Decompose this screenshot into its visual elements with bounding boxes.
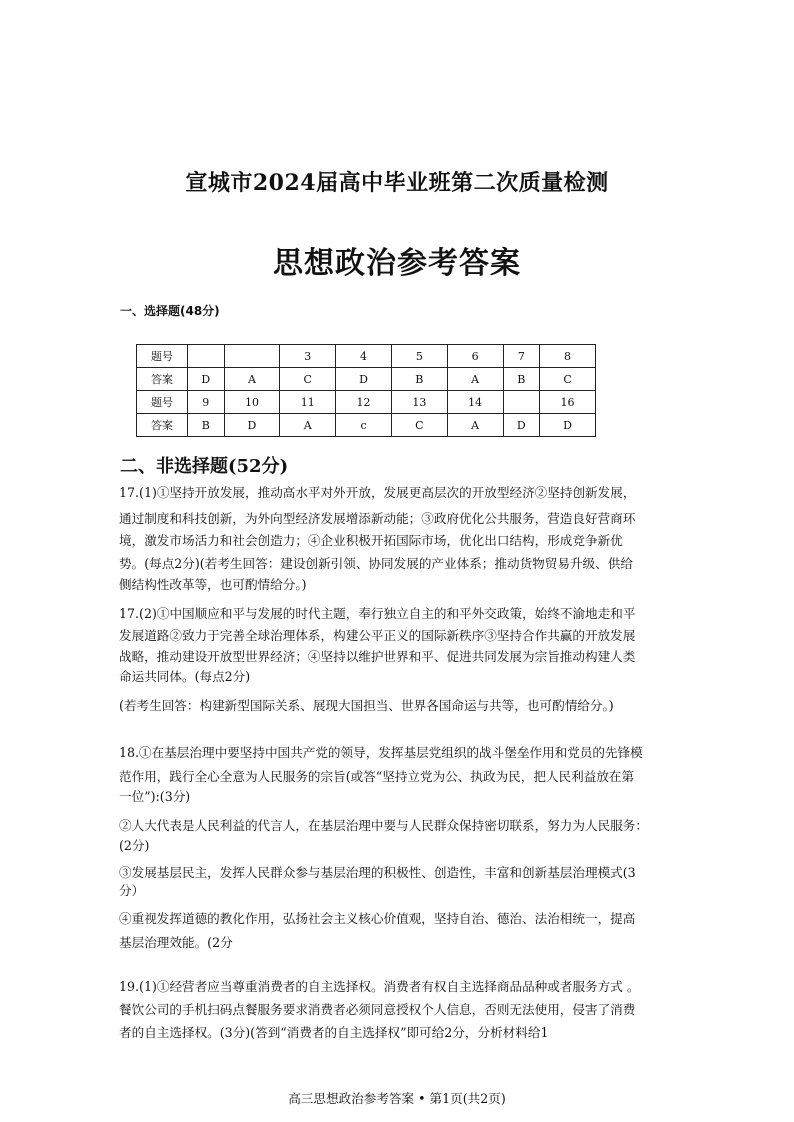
section-heading-choice: 一、选择题(48分)	[120, 304, 220, 318]
table-cell: 7	[503, 345, 540, 368]
table-cell	[503, 391, 540, 414]
table-cell: 答案	[137, 368, 188, 391]
table-cell: A	[280, 414, 336, 437]
table-cell: D	[224, 414, 280, 437]
answer-line: 发展道路②致力于完善全球治理体系，构建公平正义的国际新秩序③坚持合作共赢的开放发展	[119, 628, 636, 643]
table-cell: C	[280, 368, 336, 391]
answer-line: 境，激发市场活力和社会创造力；④企业积极开拓国际市场，优化出口结构，形成竞争新优	[119, 533, 623, 548]
table-cell: 14	[447, 391, 503, 414]
answer-line: (若考生回答：构建新型国际关系、展现大国担当、世界各国命运与共等，也可酌情给分。)	[119, 698, 614, 713]
table-row	[137, 345, 596, 368]
answer-line: 餐饮公司的手机扫码点餐服务要求消费者必须同意授权个人信息，否则无法使用，侵害了消费	[119, 1002, 636, 1017]
answer-line: (2分)	[119, 838, 150, 853]
table-cell: 10	[224, 391, 280, 414]
table-row	[137, 414, 596, 437]
answer-line: 通过制度和科技创新，为外向型经济发展增添新动能；③政府优化公共服务，营造良好营商环	[119, 511, 636, 526]
answer-line: 18.①在基层治理中要坚持中国共产党的领导，发挥基层党组织的战斗堡垒作用和党员的先锋模	[119, 745, 643, 760]
table-cell: D	[336, 368, 392, 391]
table-cell: 题号	[137, 345, 188, 368]
table-cell: 5	[391, 345, 447, 368]
table-row	[137, 368, 596, 391]
answer-line: 基层治理效能。(2分	[119, 935, 233, 950]
answer-line: 19.(1)①经营者应当尊重消费者的自主选择权。消费者有权自主选择商品品种或者服务方式 。	[119, 979, 640, 994]
table-cell: 3	[280, 345, 336, 368]
table-cell: 16	[540, 391, 596, 414]
answer-line: 分）	[119, 883, 145, 898]
answer-line: ②人大代表是人民利益的代言人，在基层治理中要与人民群众保持密切联系，努力为人民服务：	[119, 818, 648, 833]
table-cell: c	[336, 414, 392, 437]
table-cell: 13	[391, 391, 447, 414]
answer-line: 17.(1)①坚持开放发展，推动高水平对外开放，发展更高层次的开放型经济②坚持创新发展，	[119, 485, 636, 500]
table-cell: C	[391, 414, 447, 437]
table-cell: 6	[447, 345, 503, 368]
document-title: 宣城市2024届高中毕业班第二次质量检测	[185, 170, 609, 196]
answer-line: 侧结构性改革等，也可酌情给分。)	[119, 577, 307, 592]
table-cell: A	[447, 414, 503, 437]
answer-line: 者的自主选择权。(3分)(答到“消费者的自主选择权”即可给2分，分析材料给1	[119, 1025, 549, 1040]
table-cell: A	[224, 368, 280, 391]
table-cell: 9	[188, 391, 225, 414]
table-cell	[188, 345, 225, 368]
table-cell: 答案	[137, 414, 188, 437]
table-cell: D	[540, 414, 596, 437]
answer-line: 战略，推动建设开放型世界经济；④坚持以维护世界和平、促进共同发展为宗旨推动构建人类	[119, 649, 636, 664]
answer-line: 势。(每点2分)(若考生回答：建设创新引领、协同发展的产业体系；推动货物贸易升级、供给	[119, 556, 633, 571]
table-cell: B	[503, 368, 540, 391]
answer-table	[136, 344, 596, 437]
table-cell: C	[540, 368, 596, 391]
table-cell: D	[188, 368, 225, 391]
table-cell	[224, 345, 280, 368]
answer-line: 范作用，践行全心全意为人民服务的宗旨(或答“坚持立党为公、执政为民，把人民利益放在第	[119, 769, 635, 784]
table-cell: B	[391, 368, 447, 391]
answer-line: 一位”):(3分)	[119, 789, 191, 804]
answer-line: 17.(2)①中国顺应和平与发展的时代主题，奉行独立自主的和平外交政策，始终不渝地走和平	[119, 606, 636, 621]
table-cell: 12	[336, 391, 392, 414]
page-footer: 高三思想政治参考答案 • 第1页(共2页)	[288, 1091, 506, 1106]
table-cell: A	[447, 368, 503, 391]
table-cell: 题号	[137, 391, 188, 414]
table-cell: B	[188, 414, 225, 437]
table-row	[137, 391, 596, 414]
table-cell: D	[503, 414, 540, 437]
answer-line: ④重视发挥道德的教化作用，弘扬社会主义核心价值观，坚持自治、德治、法治相统一，提高	[119, 911, 636, 926]
document-subtitle: 思想政治参考答案	[273, 246, 521, 281]
table-cell: 11	[280, 391, 336, 414]
table-cell: 4	[336, 345, 392, 368]
table-cell: 8	[540, 345, 596, 368]
answer-line: ③发展基层民主，发挥人民群众参与基层治理的积极性、创造性，丰富和创新基层治理模式(3	[119, 865, 636, 880]
section-heading-nonchoice: 二、非选择题(52分)	[120, 456, 289, 477]
answer-line: 命运共同体。(每点2分)	[119, 669, 251, 684]
